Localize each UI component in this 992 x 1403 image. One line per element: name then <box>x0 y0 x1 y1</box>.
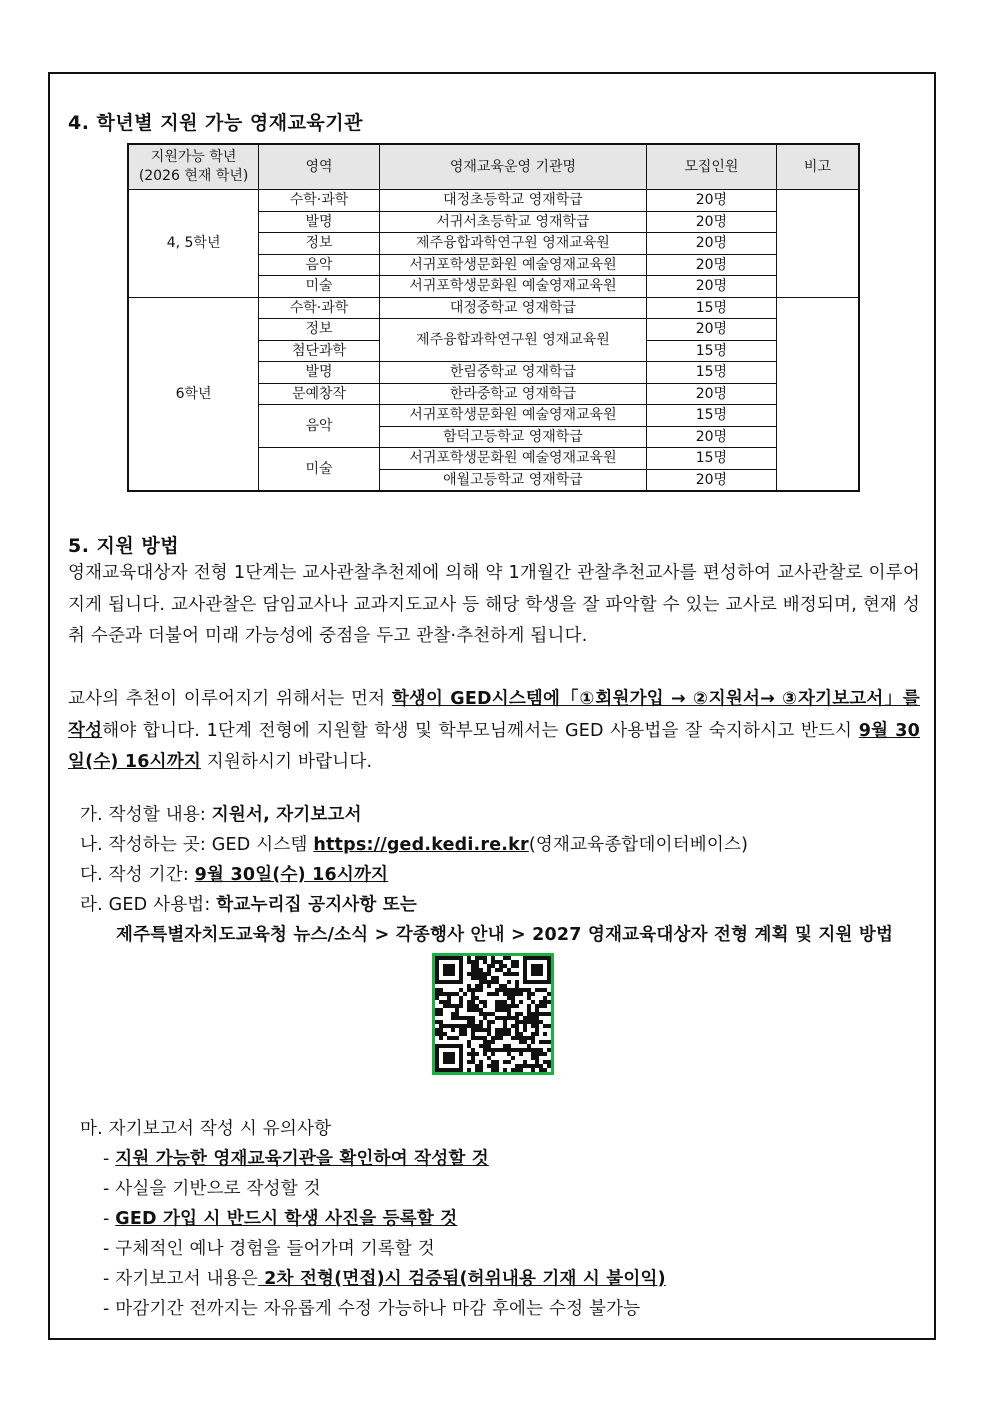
caution-item: - 구체적인 예나 경험을 들어가며 기록할 것 <box>103 1239 435 1259</box>
field-cell: 발명 <box>259 211 380 233</box>
field-cell: 미술 <box>259 276 380 298</box>
caution-item: - 마감기간 전까지는 자유롭게 수정 가능하나 마감 후에는 수정 불가능 <box>103 1299 641 1319</box>
table-row <box>128 190 859 212</box>
count-cell: 20명 <box>647 233 777 255</box>
header-count: 모집인원 <box>647 144 777 190</box>
org-cell: 제주융합과학연구원 영재교육원 <box>379 233 646 255</box>
header-org: 영재교육운영 기관명 <box>379 144 646 190</box>
section4-title: 4. 학년별 지원 가능 영재교육기관 <box>68 112 363 134</box>
field-cell: 수학·과학 <box>259 297 380 319</box>
org-cell: 대정초등학교 영재학급 <box>379 190 646 212</box>
org-cell: 제주융합과학연구원 영재교육원 <box>379 319 646 362</box>
count-cell: 20명 <box>647 276 777 298</box>
count-cell: 15명 <box>647 448 777 470</box>
grade-cell: 4, 5학년 <box>128 190 259 298</box>
count-cell: 20명 <box>647 426 777 448</box>
section5-title: 5. 지원 방법 <box>68 535 180 557</box>
table-header-row <box>128 144 859 190</box>
caution-item: - 사실을 기반으로 작성할 것 <box>103 1179 321 1199</box>
caution-item: - 자기보고서 내용은 2차 전형(면접)시 검증됨(허위내용 기재 시 불이익) <box>103 1269 666 1289</box>
count-cell: 15명 <box>647 362 777 384</box>
field-cell: 미술 <box>259 448 380 492</box>
header-grade: 지원가능 학년 (2026 현재 학년) <box>128 144 259 190</box>
org-cell: 서귀포학생문화원 예술영재교육원 <box>379 254 646 276</box>
note-cell <box>776 297 859 491</box>
count-cell: 20명 <box>647 319 777 341</box>
paragraph-1: 영재교육대상자 전형 1단계는 교사관찰추천제에 의해 약 1개월간 관찰추천교사를 편성하여 교사관찰로 이루어지게 됩니다. 교사관찰은 담임교사나 교과지도교사 등 해당 학생을 잘 파악할 수 있는 교사로 배정되며, 현재 성취 수준과 더불어 미래 가능성에 중점을 두고 관찰·추천하게 됩니다. <box>68 563 920 646</box>
field-cell: 정보 <box>259 319 380 341</box>
count-cell: 20명 <box>647 190 777 212</box>
count-cell: 20명 <box>647 254 777 276</box>
field-cell: 음악 <box>259 254 380 276</box>
org-cell: 애월고등학교 영재학급 <box>379 469 646 491</box>
paragraph-2 <box>68 684 920 779</box>
count-cell: 20명 <box>647 211 777 233</box>
item-na: 나. 작성하는 곳: GED 시스템 https://ged.kedi.re.kr(영재교육종합데이터베이스) <box>80 835 749 855</box>
ged-link[interactable]: https://ged.kedi.re.kr <box>313 835 529 855</box>
count-cell: 15명 <box>647 405 777 427</box>
header-note: 비고 <box>776 144 859 190</box>
item-ga: 가. 작성할 내용: 지원서, 자기보고서 <box>80 805 362 825</box>
field-cell: 음악 <box>259 405 380 448</box>
institution-table <box>127 143 860 492</box>
qr-code-icon[interactable] <box>432 953 554 1075</box>
count-cell: 20명 <box>647 469 777 491</box>
field-cell: 문예창작 <box>259 383 380 405</box>
caution-item: - 지원 가능한 영재교육기관을 확인하여 작성할 것 <box>103 1149 489 1169</box>
org-cell: 서귀서초등학교 영재학급 <box>379 211 646 233</box>
count-cell: 15명 <box>647 340 777 362</box>
para2-text: 지원하시기 바랍니다. <box>200 752 373 772</box>
count-cell: 20명 <box>647 383 777 405</box>
org-cell: 한림중학교 영재학급 <box>379 362 646 384</box>
item-da: 다. 작성 기간: 9월 30일(수) 16시까지 <box>80 865 389 885</box>
para2-text: 교사의 추천이 이루어지기 위해서는 먼저 <box>68 689 392 709</box>
org-cell: 대정중학교 영재학급 <box>379 297 646 319</box>
org-cell: 서귀포학생문화원 예술영재교육원 <box>379 405 646 427</box>
table-row <box>128 297 859 319</box>
field-cell: 발명 <box>259 362 380 384</box>
count-cell: 15명 <box>647 297 777 319</box>
field-cell: 첨단과학 <box>259 340 380 362</box>
header-field: 영역 <box>259 144 380 190</box>
field-cell: 수학·과학 <box>259 190 380 212</box>
para2-text: 해야 합니다. 1단계 전형에 지원할 학생 및 학부모님께서는 GED 사용법을 잘 숙지하시고 반드시 <box>102 720 859 741</box>
item-ra: 라. GED 사용법: 학교누리집 공지사항 또는 <box>80 895 418 915</box>
org-cell: 한라중학교 영재학급 <box>379 383 646 405</box>
org-cell: 서귀포학생문화원 예술영재교육원 <box>379 276 646 298</box>
para2-emphasis: 학생이 GED시스템에「①회원가입 → ②지원서→ ③자기보고서」를 작성 <box>68 689 920 741</box>
org-cell: 서귀포학생문화원 예술영재교육원 <box>379 448 646 470</box>
grade-cell: 6학년 <box>128 297 259 491</box>
field-cell: 정보 <box>259 233 380 255</box>
deadline-emphasis: 9월 30일(수) 16시까지 <box>68 720 920 772</box>
note-cell <box>776 190 859 298</box>
caution-item: - GED 가입 시 반드시 학생 사진을 등록할 것 <box>103 1209 458 1229</box>
ged-guide-path: 제주특별자치도교육청 뉴스/소식 > 각종행사 안내 > 2027 영재교육대상자 전형 계획 및 지원 방법 <box>116 925 894 945</box>
item-ma: 마. 자기보고서 작성 시 유의사항 <box>80 1119 332 1139</box>
org-cell: 함덕고등학교 영재학급 <box>379 426 646 448</box>
